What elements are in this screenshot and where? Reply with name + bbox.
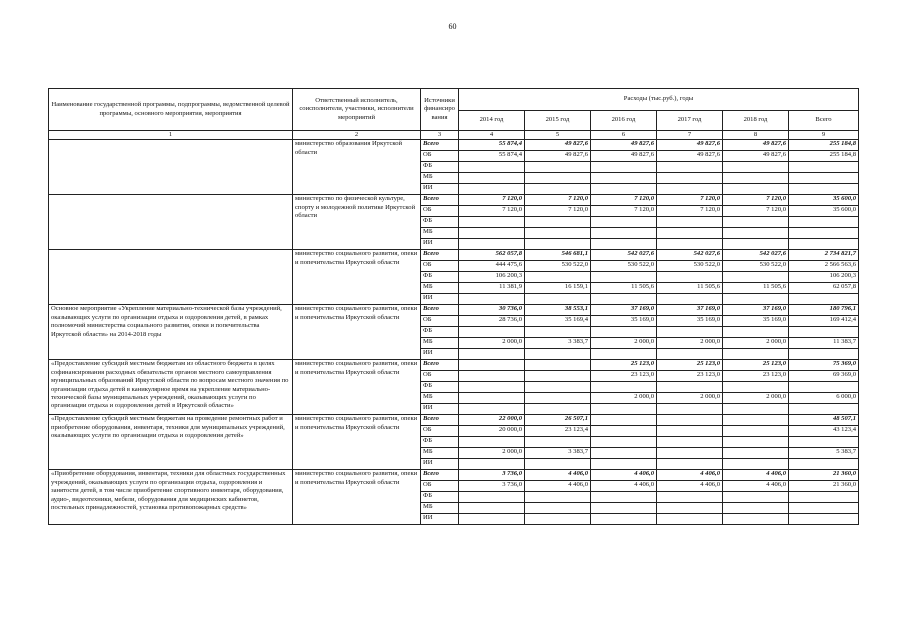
year-value bbox=[459, 404, 525, 415]
year-value: 49 827,6 bbox=[591, 140, 657, 151]
year-value bbox=[657, 272, 723, 283]
year-value bbox=[525, 404, 591, 415]
funding-source: ОБ bbox=[421, 426, 459, 437]
total-value: 2 566 563,6 bbox=[789, 261, 859, 272]
year-value bbox=[591, 459, 657, 470]
year-value: 2 000,0 bbox=[657, 338, 723, 349]
year-value bbox=[723, 228, 789, 239]
year-value: 4 406,0 bbox=[525, 481, 591, 492]
year-value bbox=[591, 173, 657, 184]
year-value bbox=[591, 217, 657, 228]
year-value: 7 120,0 bbox=[459, 206, 525, 217]
year-value: 530 522,0 bbox=[657, 261, 723, 272]
column-number: 3 bbox=[421, 131, 459, 140]
executor-name: министерство социального развития, опеки и попечительства Иркутской области bbox=[293, 305, 421, 360]
year-value bbox=[657, 492, 723, 503]
funding-source: ОБ bbox=[421, 261, 459, 272]
year-value bbox=[591, 382, 657, 393]
measure-name: «Приобретение оборудования, инвентаря, техники для областных государственных учреждений, оказывающих услуги по организации отдыха, оздоровления и занятости детей, в том числе приобретение спортивного инвентаря, оборудования, аудио-, видеотехники, мебели, оборудования для медицинских кабинетов, постельных принадлежностей, установка противопожарных средств» bbox=[49, 470, 293, 525]
total-value: 5 383,7 bbox=[789, 448, 859, 459]
year-value bbox=[723, 415, 789, 426]
year-value bbox=[723, 184, 789, 195]
year-value bbox=[723, 239, 789, 250]
year-value bbox=[723, 349, 789, 360]
year-value: 49 827,6 bbox=[525, 151, 591, 162]
total-value: 43 123,4 bbox=[789, 426, 859, 437]
total-value bbox=[789, 173, 859, 184]
funding-source: МБ bbox=[421, 228, 459, 239]
year-value bbox=[459, 349, 525, 360]
year-value: 3 383,7 bbox=[525, 338, 591, 349]
year-value: 3 736,0 bbox=[459, 481, 525, 492]
year-value bbox=[657, 382, 723, 393]
year-value bbox=[525, 228, 591, 239]
year-value: 35 169,0 bbox=[591, 316, 657, 327]
year-value bbox=[525, 360, 591, 371]
header-year: 2016 год bbox=[591, 111, 657, 131]
year-value bbox=[459, 360, 525, 371]
year-value bbox=[723, 327, 789, 338]
year-value: 23 123,0 bbox=[657, 371, 723, 382]
year-value: 3 383,7 bbox=[525, 448, 591, 459]
year-value: 4 406,0 bbox=[657, 481, 723, 492]
year-value bbox=[525, 503, 591, 514]
year-value bbox=[723, 294, 789, 305]
total-value: 255 184,8 bbox=[789, 151, 859, 162]
column-number: 5 bbox=[525, 131, 591, 140]
column-number: 4 bbox=[459, 131, 525, 140]
year-value bbox=[657, 217, 723, 228]
year-value bbox=[459, 184, 525, 195]
executor-name: министерство по физической культуре, спорту и молодежной политике Иркутской области bbox=[293, 195, 421, 250]
total-value: 106 200,3 bbox=[789, 272, 859, 283]
year-value: 7 120,0 bbox=[525, 195, 591, 206]
year-value bbox=[657, 162, 723, 173]
year-value: 26 507,1 bbox=[525, 415, 591, 426]
year-value bbox=[657, 503, 723, 514]
measure-name bbox=[49, 250, 293, 305]
year-value bbox=[591, 184, 657, 195]
year-value bbox=[723, 404, 789, 415]
funding-source: ФБ bbox=[421, 437, 459, 448]
year-value: 7 120,0 bbox=[591, 195, 657, 206]
year-value: 25 123,0 bbox=[723, 360, 789, 371]
header-sources: Источники финансиро вания bbox=[421, 89, 459, 131]
total-value: 21 360,0 bbox=[789, 481, 859, 492]
year-value bbox=[525, 173, 591, 184]
measure-name bbox=[49, 140, 293, 195]
year-value: 7 120,0 bbox=[591, 206, 657, 217]
year-value bbox=[459, 371, 525, 382]
year-value: 49 827,6 bbox=[723, 151, 789, 162]
year-value: 106 200,3 bbox=[459, 272, 525, 283]
year-value: 7 120,0 bbox=[723, 206, 789, 217]
measure-name: «Предоставление субсидий местным бюджетам на проведение ремонтных работ и приобретение оборудования, инвентаря, техники для муниципальных учреждений, оказывающих услуги по организации отдыха и оздоровления детей» bbox=[49, 415, 293, 470]
year-value bbox=[459, 437, 525, 448]
year-value: 22 000,0 bbox=[459, 415, 525, 426]
year-value: 530 522,0 bbox=[525, 261, 591, 272]
executor-name: министерство социального развития, опеки и попечительства Иркутской области bbox=[293, 360, 421, 415]
year-value: 35 169,0 bbox=[657, 316, 723, 327]
year-value bbox=[657, 294, 723, 305]
year-value: 55 874,4 bbox=[459, 140, 525, 151]
year-value: 542 027,6 bbox=[657, 250, 723, 261]
year-value: 542 027,6 bbox=[723, 250, 789, 261]
year-value: 4 406,0 bbox=[525, 470, 591, 481]
funding-source: Всего bbox=[421, 140, 459, 151]
year-value: 3 736,0 bbox=[459, 470, 525, 481]
total-value: 2 734 821,7 bbox=[789, 250, 859, 261]
table-row bbox=[49, 250, 859, 261]
year-value: 30 736,0 bbox=[459, 305, 525, 316]
table-row bbox=[49, 360, 859, 371]
funding-source: ИИ bbox=[421, 239, 459, 250]
funding-source: ИИ bbox=[421, 349, 459, 360]
total-value: 35 600,0 bbox=[789, 206, 859, 217]
total-value bbox=[789, 217, 859, 228]
total-value bbox=[789, 492, 859, 503]
year-value bbox=[525, 239, 591, 250]
funding-source: МБ bbox=[421, 503, 459, 514]
year-value: 35 169,4 bbox=[525, 316, 591, 327]
year-value bbox=[591, 162, 657, 173]
funding-source: Всего bbox=[421, 250, 459, 261]
funding-source: МБ bbox=[421, 338, 459, 349]
funding-source: ФБ bbox=[421, 162, 459, 173]
funding-source: ФБ bbox=[421, 492, 459, 503]
year-value bbox=[459, 459, 525, 470]
year-value bbox=[591, 239, 657, 250]
year-value bbox=[657, 448, 723, 459]
year-value: 38 553,1 bbox=[525, 305, 591, 316]
year-value bbox=[723, 437, 789, 448]
year-value bbox=[591, 437, 657, 448]
year-value: 4 406,0 bbox=[723, 470, 789, 481]
year-value bbox=[591, 349, 657, 360]
executor-name: министерство социального развития, опеки и попечительства Иркутской области bbox=[293, 470, 421, 525]
measure-name: «Предоставление субсидий местным бюджетам из областного бюджета в целях софинансирования расходных обязательств органов местного самоуправления муниципальных образований Иркутской области по вопросам местного значения по организации отдыха детей в каникулярное время на укрепление материально-технической базы муниципальных учреждений, оказывающих услуги по организации отдыха и оздоровления детей в Иркутской области» bbox=[49, 360, 293, 415]
funding-source: ИИ bbox=[421, 459, 459, 470]
year-value bbox=[525, 371, 591, 382]
header-expenses: Расходы (тыс.руб.), годы bbox=[459, 89, 859, 111]
year-value bbox=[525, 459, 591, 470]
total-value bbox=[789, 162, 859, 173]
year-value bbox=[591, 514, 657, 525]
year-value: 2 000,0 bbox=[459, 338, 525, 349]
year-value bbox=[525, 294, 591, 305]
total-value bbox=[789, 184, 859, 195]
year-value: 49 827,6 bbox=[657, 140, 723, 151]
year-value: 49 827,6 bbox=[525, 140, 591, 151]
year-value bbox=[723, 382, 789, 393]
year-value bbox=[459, 173, 525, 184]
year-value bbox=[525, 272, 591, 283]
year-value: 11 381,9 bbox=[459, 283, 525, 294]
year-value bbox=[525, 514, 591, 525]
page-number: 60 bbox=[448, 22, 457, 31]
year-value: 4 406,0 bbox=[591, 481, 657, 492]
header-name: Наименование государственной программы, подпрограммы, ведомственной целевой программы, основного мероприятия, мероприятия bbox=[49, 89, 293, 131]
year-value bbox=[459, 162, 525, 173]
funding-source: ОБ bbox=[421, 371, 459, 382]
total-value bbox=[789, 327, 859, 338]
year-value bbox=[591, 272, 657, 283]
funding-source: ОБ bbox=[421, 481, 459, 492]
year-value: 7 120,0 bbox=[657, 195, 723, 206]
total-value: 255 184,8 bbox=[789, 140, 859, 151]
year-value bbox=[525, 162, 591, 173]
year-value bbox=[591, 327, 657, 338]
total-value: 169 412,4 bbox=[789, 316, 859, 327]
year-value bbox=[723, 173, 789, 184]
year-value: 49 827,6 bbox=[657, 151, 723, 162]
year-value bbox=[723, 448, 789, 459]
year-value: 2 000,0 bbox=[591, 338, 657, 349]
year-value bbox=[525, 492, 591, 503]
total-value: 6 000,0 bbox=[789, 393, 859, 404]
total-value bbox=[789, 459, 859, 470]
column-number: 8 bbox=[723, 131, 789, 140]
year-value bbox=[723, 426, 789, 437]
funding-source: ИИ bbox=[421, 184, 459, 195]
funding-source: ОБ bbox=[421, 316, 459, 327]
year-value: 37 169,0 bbox=[591, 305, 657, 316]
year-value: 7 120,0 bbox=[723, 195, 789, 206]
year-value: 2 000,0 bbox=[723, 393, 789, 404]
funding-source: ФБ bbox=[421, 272, 459, 283]
year-value bbox=[591, 503, 657, 514]
year-value: 542 027,6 bbox=[591, 250, 657, 261]
column-number: 7 bbox=[657, 131, 723, 140]
year-value: 37 169,0 bbox=[723, 305, 789, 316]
table-row bbox=[49, 195, 859, 206]
expenses-table bbox=[48, 88, 859, 525]
table-row bbox=[49, 140, 859, 151]
year-value bbox=[525, 393, 591, 404]
funding-source: ОБ bbox=[421, 206, 459, 217]
total-value: 48 507,1 bbox=[789, 415, 859, 426]
year-value: 4 406,0 bbox=[657, 470, 723, 481]
year-value bbox=[525, 382, 591, 393]
year-value bbox=[591, 404, 657, 415]
total-value: 11 383,7 bbox=[789, 338, 859, 349]
year-value bbox=[591, 448, 657, 459]
year-value: 55 874,4 bbox=[459, 151, 525, 162]
total-value bbox=[789, 382, 859, 393]
column-number: 2 bbox=[293, 131, 421, 140]
year-value bbox=[459, 503, 525, 514]
year-value: 2 000,0 bbox=[459, 448, 525, 459]
table-header bbox=[49, 89, 859, 140]
total-value: 69 369,0 bbox=[789, 371, 859, 382]
year-value: 530 522,0 bbox=[591, 261, 657, 272]
year-value bbox=[657, 173, 723, 184]
year-value bbox=[657, 437, 723, 448]
year-value bbox=[459, 514, 525, 525]
year-value bbox=[459, 294, 525, 305]
year-value: 11 505,6 bbox=[723, 283, 789, 294]
funding-source: Всего bbox=[421, 360, 459, 371]
year-value bbox=[525, 437, 591, 448]
year-value bbox=[459, 327, 525, 338]
year-value bbox=[723, 217, 789, 228]
year-value bbox=[591, 294, 657, 305]
year-value: 35 169,0 bbox=[723, 316, 789, 327]
header-year: 2017 год bbox=[657, 111, 723, 131]
header-year: 2014 год bbox=[459, 111, 525, 131]
year-value bbox=[657, 404, 723, 415]
year-value: 23 123,4 bbox=[525, 426, 591, 437]
total-value bbox=[789, 294, 859, 305]
year-value: 562 057,8 bbox=[459, 250, 525, 261]
year-value bbox=[525, 327, 591, 338]
year-value bbox=[591, 426, 657, 437]
year-value bbox=[723, 272, 789, 283]
measure-name bbox=[49, 195, 293, 250]
year-value bbox=[723, 162, 789, 173]
year-value bbox=[657, 327, 723, 338]
year-value bbox=[657, 426, 723, 437]
year-value: 444 475,6 bbox=[459, 261, 525, 272]
year-value bbox=[459, 239, 525, 250]
executor-name: министерство социального развития, опеки и попечительства Иркутской области bbox=[293, 250, 421, 305]
total-value: 35 600,0 bbox=[789, 195, 859, 206]
year-value: 530 522,0 bbox=[723, 261, 789, 272]
total-value: 62 057,8 bbox=[789, 283, 859, 294]
funding-source: МБ bbox=[421, 393, 459, 404]
total-value bbox=[789, 404, 859, 415]
funding-source: ИИ bbox=[421, 514, 459, 525]
year-value: 2 000,0 bbox=[723, 338, 789, 349]
funding-source: Всего bbox=[421, 195, 459, 206]
total-value bbox=[789, 228, 859, 239]
header-total: Всего bbox=[789, 111, 859, 131]
table-row bbox=[49, 470, 859, 481]
year-value: 28 736,0 bbox=[459, 316, 525, 327]
funding-source: ФБ bbox=[421, 217, 459, 228]
funding-source: МБ bbox=[421, 173, 459, 184]
funding-source: МБ bbox=[421, 283, 459, 294]
funding-source: Всего bbox=[421, 415, 459, 426]
year-value: 4 406,0 bbox=[723, 481, 789, 492]
table-row bbox=[49, 305, 859, 316]
year-value bbox=[459, 492, 525, 503]
year-value: 23 123,0 bbox=[591, 371, 657, 382]
funding-source: ИИ bbox=[421, 404, 459, 415]
year-value bbox=[657, 459, 723, 470]
year-value: 7 120,0 bbox=[525, 206, 591, 217]
year-value bbox=[723, 503, 789, 514]
table-body bbox=[49, 140, 859, 525]
total-value bbox=[789, 514, 859, 525]
year-value bbox=[525, 217, 591, 228]
column-number: 6 bbox=[591, 131, 657, 140]
year-value: 37 169,0 bbox=[657, 305, 723, 316]
total-value bbox=[789, 503, 859, 514]
funding-source: ИИ bbox=[421, 294, 459, 305]
year-value: 4 406,0 bbox=[591, 470, 657, 481]
year-value: 2 000,0 bbox=[657, 393, 723, 404]
year-value bbox=[459, 228, 525, 239]
column-number: 1 bbox=[49, 131, 293, 140]
header-year: 2018 год bbox=[723, 111, 789, 131]
year-value bbox=[591, 228, 657, 239]
year-value bbox=[525, 349, 591, 360]
funding-source: ФБ bbox=[421, 382, 459, 393]
column-number: 9 bbox=[789, 131, 859, 140]
total-value: 75 369,0 bbox=[789, 360, 859, 371]
year-value bbox=[723, 514, 789, 525]
year-value bbox=[525, 184, 591, 195]
year-value bbox=[657, 415, 723, 426]
year-value bbox=[723, 492, 789, 503]
year-value: 16 159,1 bbox=[525, 283, 591, 294]
year-value: 11 505,6 bbox=[657, 283, 723, 294]
year-value: 49 827,6 bbox=[723, 140, 789, 151]
funding-source: Всего bbox=[421, 305, 459, 316]
column-numbers-row bbox=[49, 131, 859, 140]
year-value bbox=[459, 382, 525, 393]
year-value: 7 120,0 bbox=[657, 206, 723, 217]
year-value: 2 000,0 bbox=[591, 393, 657, 404]
funding-source: Всего bbox=[421, 470, 459, 481]
year-value bbox=[657, 239, 723, 250]
executor-name: министерство образования Иркутской области bbox=[293, 140, 421, 195]
funding-source: ОБ bbox=[421, 151, 459, 162]
year-value: 7 120,0 bbox=[459, 195, 525, 206]
year-value: 23 123,0 bbox=[723, 371, 789, 382]
funding-source: ФБ bbox=[421, 327, 459, 338]
header-year: 2015 год bbox=[525, 111, 591, 131]
year-value bbox=[657, 514, 723, 525]
year-value: 49 827,6 bbox=[591, 151, 657, 162]
table-row bbox=[49, 415, 859, 426]
measure-name: Основное мероприятие «Укрепление материально-технической базы учреждений, оказывающих услуги по организации отдыха и оздоровления детей, в рамках полномочий министерства социального развития, опеки и попечительства Иркутской области» на 2014-2018 годы bbox=[49, 305, 293, 360]
total-value bbox=[789, 349, 859, 360]
year-value: 11 505,6 bbox=[591, 283, 657, 294]
year-value bbox=[723, 459, 789, 470]
executor-name: министерство социального развития, опеки и попечительства Иркутской области bbox=[293, 415, 421, 470]
year-value: 546 681,1 bbox=[525, 250, 591, 261]
year-value bbox=[657, 228, 723, 239]
year-value bbox=[591, 492, 657, 503]
funding-source: МБ bbox=[421, 448, 459, 459]
total-value bbox=[789, 239, 859, 250]
header-executor: Ответственный исполнитель, соисполнители, участники, исполнители мероприятий bbox=[293, 89, 421, 131]
year-value: 20 000,0 bbox=[459, 426, 525, 437]
total-value bbox=[789, 437, 859, 448]
year-value bbox=[591, 415, 657, 426]
year-value: 25 123,0 bbox=[591, 360, 657, 371]
year-value bbox=[459, 217, 525, 228]
total-value: 180 796,1 bbox=[789, 305, 859, 316]
total-value: 21 360,0 bbox=[789, 470, 859, 481]
year-value bbox=[657, 184, 723, 195]
year-value: 25 123,0 bbox=[657, 360, 723, 371]
year-value bbox=[459, 393, 525, 404]
year-value bbox=[657, 349, 723, 360]
